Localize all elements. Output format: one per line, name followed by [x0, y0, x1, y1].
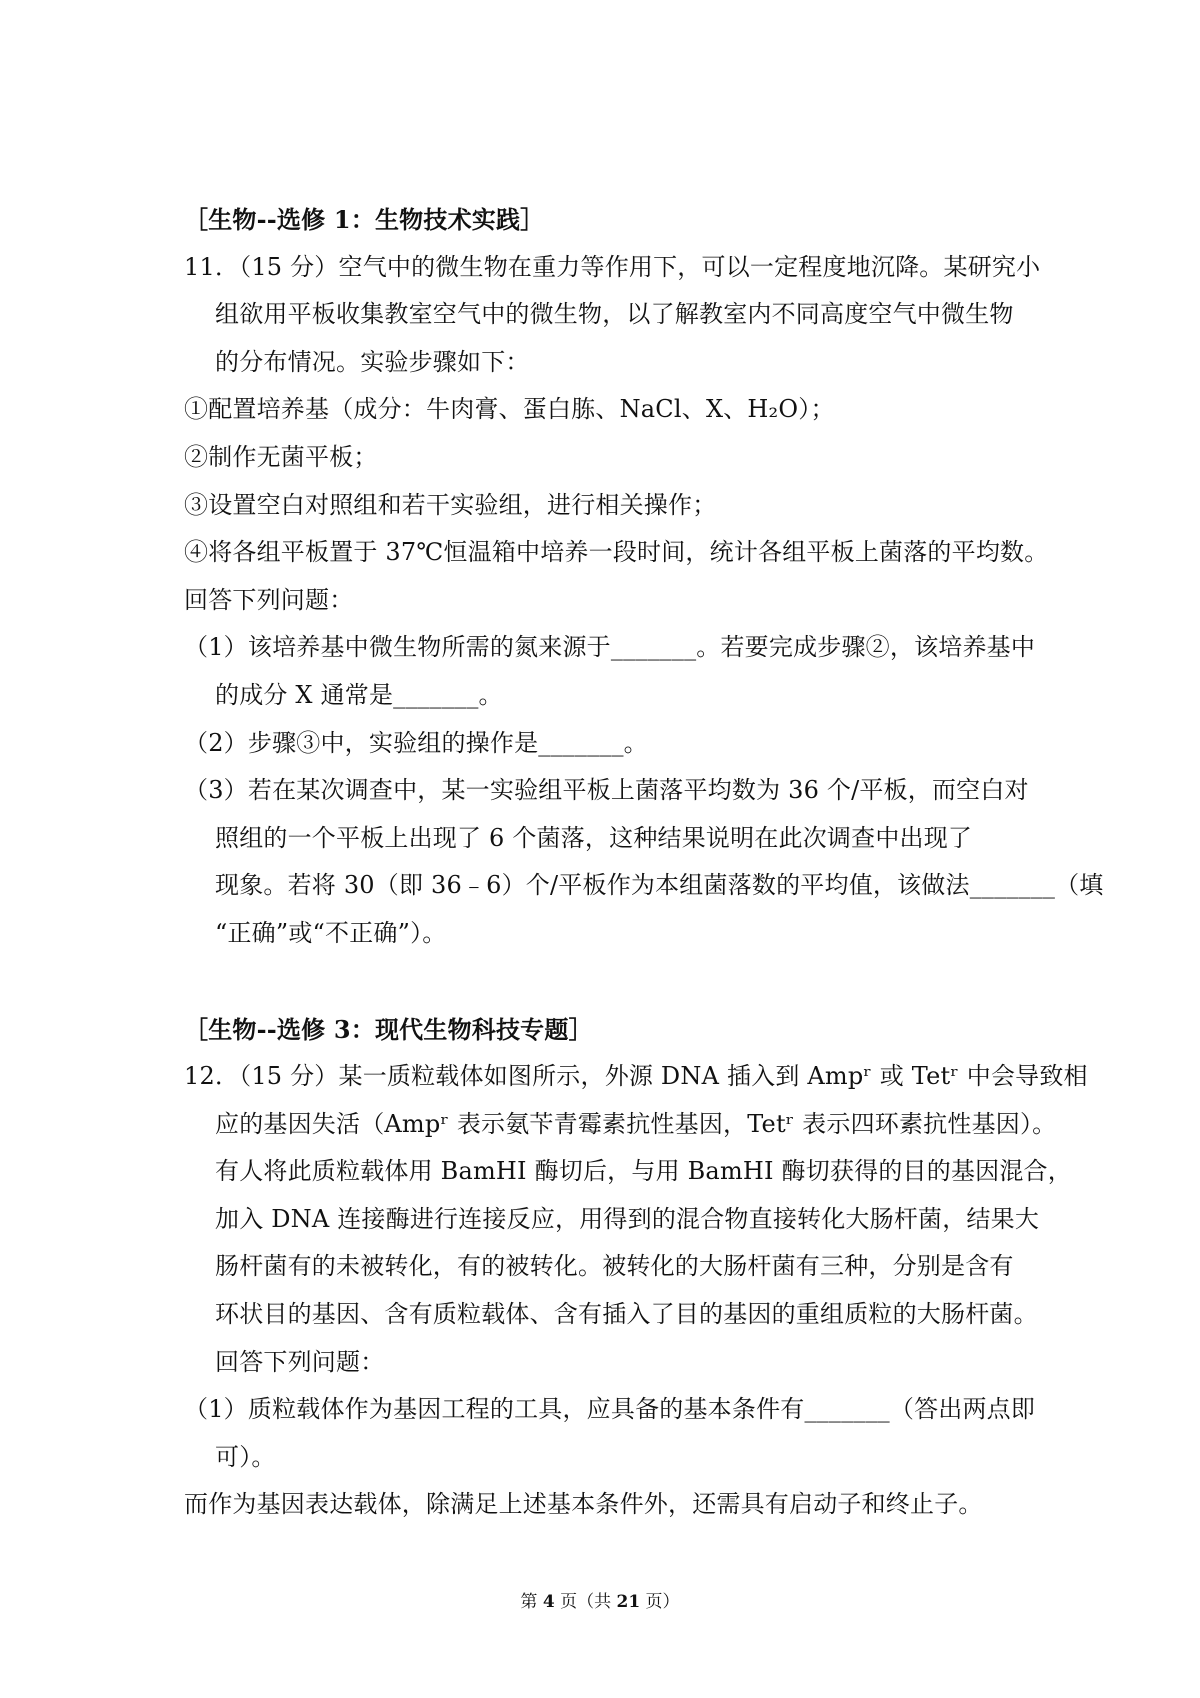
q11-sub1-line-1: （1）该培养基中微生物所需的氮来源于_______。若要完成步骤②，该培养基中: [184, 633, 1036, 662]
section-spacer: [184, 958, 1024, 1006]
footer-suffix: 页）: [640, 1592, 680, 1612]
section-heading-elective-1: ［生物--选修 1：生物技术实践］: [184, 205, 545, 234]
q11-line-2: 组欲用平板收集教室空气中的微生物，以了解教室内不同高度空气中微生物: [215, 300, 1014, 329]
page-content: [184, 196, 1104, 1529]
footer-prefix: 第: [520, 1592, 543, 1612]
question-12: [184, 1053, 1088, 1529]
q11-prompt: 回答下列问题：: [184, 585, 354, 614]
footer-total-pages: 21: [616, 1592, 641, 1612]
q12-sub1-line-1: （1）质粒载体作为基因工程的工具，应具备的基本条件有_______（答出两点即: [184, 1395, 1036, 1424]
question-11: [184, 244, 1104, 958]
section-heading-elective-3: ［生物--选修 3：现代生物科技专题］: [184, 1014, 593, 1044]
q12-line-4: 加入 DNA 连接酶进行连接反应，用得到的混合物直接转化大肠杆菌，结果大: [215, 1204, 1040, 1233]
q11-sub2-line-1: （2）步骤③中，实验组的操作是_______。: [184, 728, 648, 757]
q12-line-6: 环状目的基因、含有质粒载体、含有插入了目的基因的重组质粒的大肠杆菌。: [215, 1300, 1038, 1329]
q11-sub3-line-2: 照组的一个平板上出现了 6 个菌落，这种结果说明在此次调查中出现了: [215, 823, 973, 852]
q12-sub1-line-2: 可）。: [215, 1442, 276, 1471]
q11-step-3: ③设置空白对照组和若干实验组，进行相关操作；: [184, 490, 717, 519]
q12-tail: 而作为基因表达载体，除满足上述基本条件外，还需具有启动子和终止子。: [184, 1490, 983, 1519]
page-footer: [0, 1591, 1200, 1613]
q11-sub3-line-4: “正确”或“不正确”）。: [215, 918, 447, 947]
footer-middle: 页（共: [554, 1592, 617, 1612]
q12-line-5: 肠杆菌有的未被转化，有的被转化。被转化的大肠杆菌有三种，分别是含有: [215, 1252, 1014, 1281]
q12-line-2: 应的基因失活（Ampʳ 表示氨苄青霉素抗性基因，Tetʳ 表示四环素抗性基因）。: [215, 1109, 1057, 1138]
footer-page-number: 4: [542, 1592, 555, 1612]
q11-step-1: ①配置培养基（成分：牛肉膏、蛋白胨、NaCl、X、H₂O）；: [184, 395, 835, 424]
q11-sub3-line-3: 现象。若将 30（即 36﹣6）个/平板作为本组菌落数的平均值，该做法_______（填: [215, 871, 1104, 900]
q11-sub3-line-1: （3）若在某次调查中，某一实验组平板上菌落平均数为 36 个/平板，而空白对: [184, 776, 1029, 805]
q12-line-7: 回答下列问题：: [215, 1347, 385, 1376]
q11-step-4: ④将各组平板置于 37℃恒温箱中培养一段时间，统计各组平板上菌落的平均数。: [184, 538, 1049, 567]
q11-line-1: 11．（15 分）空气中的微生物在重力等作用下，可以一定程度地沉降。某研究小: [184, 252, 1041, 281]
q11-step-2: ②制作无菌平板；: [184, 442, 378, 471]
q11-line-3: 的分布情况。实验步骤如下：: [215, 347, 530, 376]
q12-line-3: 有人将此质粒载体用 BamHI 酶切后，与用 BamHI 酶切获得的目的基因混合，: [215, 1157, 1072, 1186]
q12-line-1: 12．（15 分）某一质粒载体如图所示，外源 DNA 插入到 Ampʳ 或 Tetʳ 中会导致相: [184, 1062, 1088, 1091]
q11-sub1-line-2: 的成分 X 通常是_______。: [215, 680, 503, 709]
